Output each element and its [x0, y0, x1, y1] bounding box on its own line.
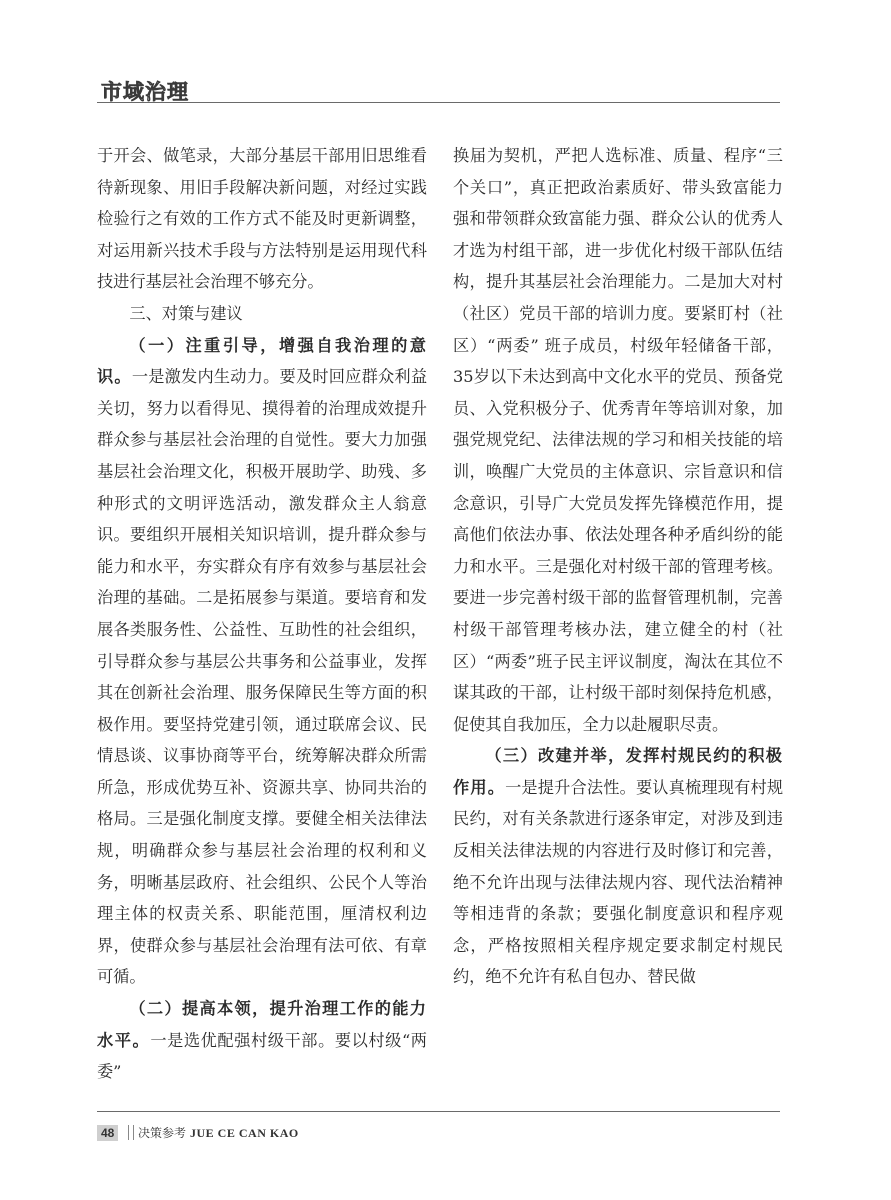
paragraph	[97, 993, 427, 1088]
section-title: 市域治理	[101, 80, 189, 104]
paragraph	[453, 740, 783, 993]
subsection-heading: （一）注重引导，增强自我治理的意识。	[97, 335, 427, 387]
page-header	[97, 64, 780, 104]
page-number: 48	[97, 1125, 118, 1141]
page-footer	[97, 1111, 780, 1151]
footer-separator	[128, 1125, 134, 1140]
journal-name	[138, 1124, 299, 1141]
left-column	[97, 140, 427, 1088]
paragraph: 换届为契机，严把人选标准、质量、程序“三个关口”，真正把政治素质好、带头致富能力强和带领群众致富能力强、群众公认的优秀人才选为村组干部，进一步优化村级干部队伍结构，提升其基层社会治理能力。二是加大对村（社区）党员干部的培训力度。要紧盯村（社区）“两委” 班子成员，村级年轻储备干部，35岁以下未达到高中文化水平的党员、预备党员、入党积极分子、优秀青年等培训对象，加强党规党纪、法律法规的学习和相关技能的培训，唤醒广大党员的主体意识、宗旨意识和信念意识，引导广大党员发挥先锋模范作用，提高他们依法办事、依法处理各种矛盾纠纷的能力和水平。三是强化对村级干部的管理考核。要进一步完善村级干部的监督管理机制，完善村级干部管理考核办法，建立健全的村（社区）“两委”班子民主评议制度，淘汰在其位不谋其政的干部，让村级干部时刻保持危机感，促使其自我加压，全力以赴履职尽责。	[453, 146, 783, 734]
subsection-heading: （二）提高本领，提升治理工作的能力水平。	[97, 999, 427, 1050]
footer-divider	[97, 1111, 780, 1112]
subsection-heading: （三）改建并举，发挥村规民约的积极作用。	[453, 746, 783, 797]
journal-name-cn: 决策参考	[138, 1126, 187, 1140]
paragraph-body: 一是激发内生动力。要及时回应群众利益关切，努力以看得见、摸得着的治理成效提升群众参与基层社会治理的自觉性。要大力加强基层社会治理文化，积极开展助学、助残、多种形式的文明评选活动，激发群众主人翁意识。要组织开展相关知识培训，提升群众参与能力和水平，夯实群众有序有效参与基层社会治理的基础。二是拓展参与渠道。要培育和发展各类服务性、公益性、互助性的社会组织，引导群众参与基层公共事务和公益事业，发挥其在创新社会治理、服务保障民生等方面的积极作用。要坚持党建引领，通过联席会议、民情恳谈、议事协商等平台，统筹解决群众所需所急，形成优势互补、资源共享、协同共治的格局。三是强化制度支撑。要健全相关法律法规，明确群众参与基层社会治理的权利和义务，明晰基层政府、社会组织、公民个人等治理主体的权责关系、职能范围，厘清权利边界，使群众参与基层社会治理有法可依、有章可循。	[97, 367, 428, 987]
paragraph: 于开会、做笔录，大部分基层干部用旧思维看待新现象、用旧手段解决新问题，对经过实践检验行之有效的工作方式不能及时更新调整，对运用新兴技术手段与方法特别是运用现代科技进行基层社会治理不够充分。	[97, 146, 427, 292]
paragraph	[97, 330, 427, 993]
paragraph-body: 一是提升合法性。要认真梳理现有村规民约，对有关条款进行逐条审定，对涉及到违反相关法律法规的内容进行及时修订和完善，绝不允许出现与法律法规内容、现代法治精神等相违背的条款；要强化制度意识和程序观念，严格按照相关程序规定要求制定村规民约，绝不允许有私自包办、替民做	[453, 777, 784, 987]
journal-name-latin: JUE CE CAN KAO	[190, 1126, 299, 1140]
right-column	[453, 140, 783, 993]
header-divider	[97, 102, 780, 103]
paragraph-body: 一是选优配强村级干部。要以村级“两委”	[97, 1030, 427, 1082]
section-heading: 三、对策与建议	[129, 303, 243, 323]
